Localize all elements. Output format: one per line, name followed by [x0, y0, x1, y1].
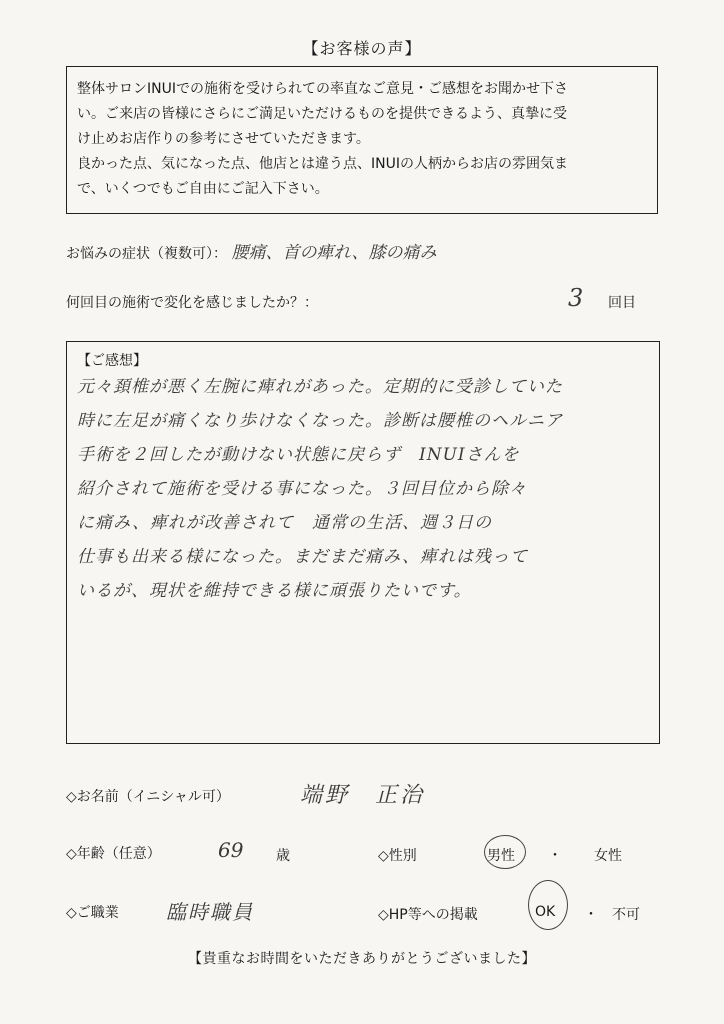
intro-line: い。ご来店の皆様にさらにご満足いただけるものを提供できるよう、真摯に受	[77, 106, 567, 122]
publish-ok-option[interactable]: OK	[535, 904, 556, 920]
comment-line: 紹介されて施術を受ける事になった。３回目位から除々	[77, 479, 527, 499]
publish-label: ◇HP等への掲載	[378, 907, 478, 923]
gender-female-option[interactable]: 女性	[594, 848, 622, 864]
symptoms-value: 腰痛、首の痺れ、膝の痛み	[231, 243, 437, 263]
publish-separator: ・	[584, 907, 598, 923]
footer-thanks: 【貴重なお時間をいただきありがとうございました】	[188, 951, 536, 967]
symptoms-row	[66, 238, 436, 263]
gender-male-option[interactable]: 男性	[487, 848, 515, 864]
name-value: 端野 正治	[300, 783, 426, 808]
intro-line: で、いくつでもご自由にご記入下さい。	[77, 181, 329, 197]
intro-line: け止めお店作りの参考にさせていただきます。	[77, 131, 370, 147]
comment-line: 元々頚椎が悪く左腕に痺れがあった。定期的に受診していた	[77, 377, 563, 397]
occupation-value: 臨時職員	[166, 900, 254, 924]
comment-label: 【ご感想】	[77, 353, 147, 369]
comment-line: 仕事も出来る様になった。まだまだ痛み、痺れは残って	[77, 547, 529, 567]
age-value: 69	[218, 838, 244, 862]
gender-separator: ・	[548, 848, 562, 864]
sessions-unit: 回目	[608, 295, 636, 311]
sessions-value: 3	[568, 284, 584, 312]
publish-ng-option[interactable]: 不可	[612, 907, 640, 923]
comment-line: いるが、現状を維持できる様に頑張りたいです。	[77, 581, 472, 601]
intro-line: 良かった点、気になった点、他店とは違う点、INUIの人柄からお店の雰囲気ま	[77, 156, 568, 172]
gender-label: ◇性別	[378, 848, 417, 864]
age-label: ◇年齢（任意）	[66, 846, 161, 862]
comment-line: 時に左足が痛くなり歩けなくなった。診断は腰椎のヘルニア	[77, 411, 563, 431]
comment-line: 手術を２回したが動けない状態に戻らず INUIさんを	[77, 445, 520, 465]
page-title: 【お客様の声】	[302, 39, 422, 58]
age-unit: 歳	[276, 848, 290, 864]
intro-box	[66, 66, 658, 214]
symptoms-label: お悩みの症状（複数可）：	[66, 246, 227, 262]
sessions-row	[66, 292, 318, 312]
sessions-label: 何回目の施術で変化を感じましたか？：	[66, 295, 318, 311]
comment-line: に痛み、痺れが改善されて 通常の生活、週３日の	[77, 513, 493, 533]
intro-line: 整体サロンINUIでの施術を受けられての率直なご意見・ご感想をお聞かせ下さ	[77, 81, 568, 97]
comment-box	[66, 341, 660, 744]
occupation-label: ◇ご職業	[66, 905, 119, 921]
name-label: ◇お名前（イニシャル可）	[66, 789, 230, 805]
